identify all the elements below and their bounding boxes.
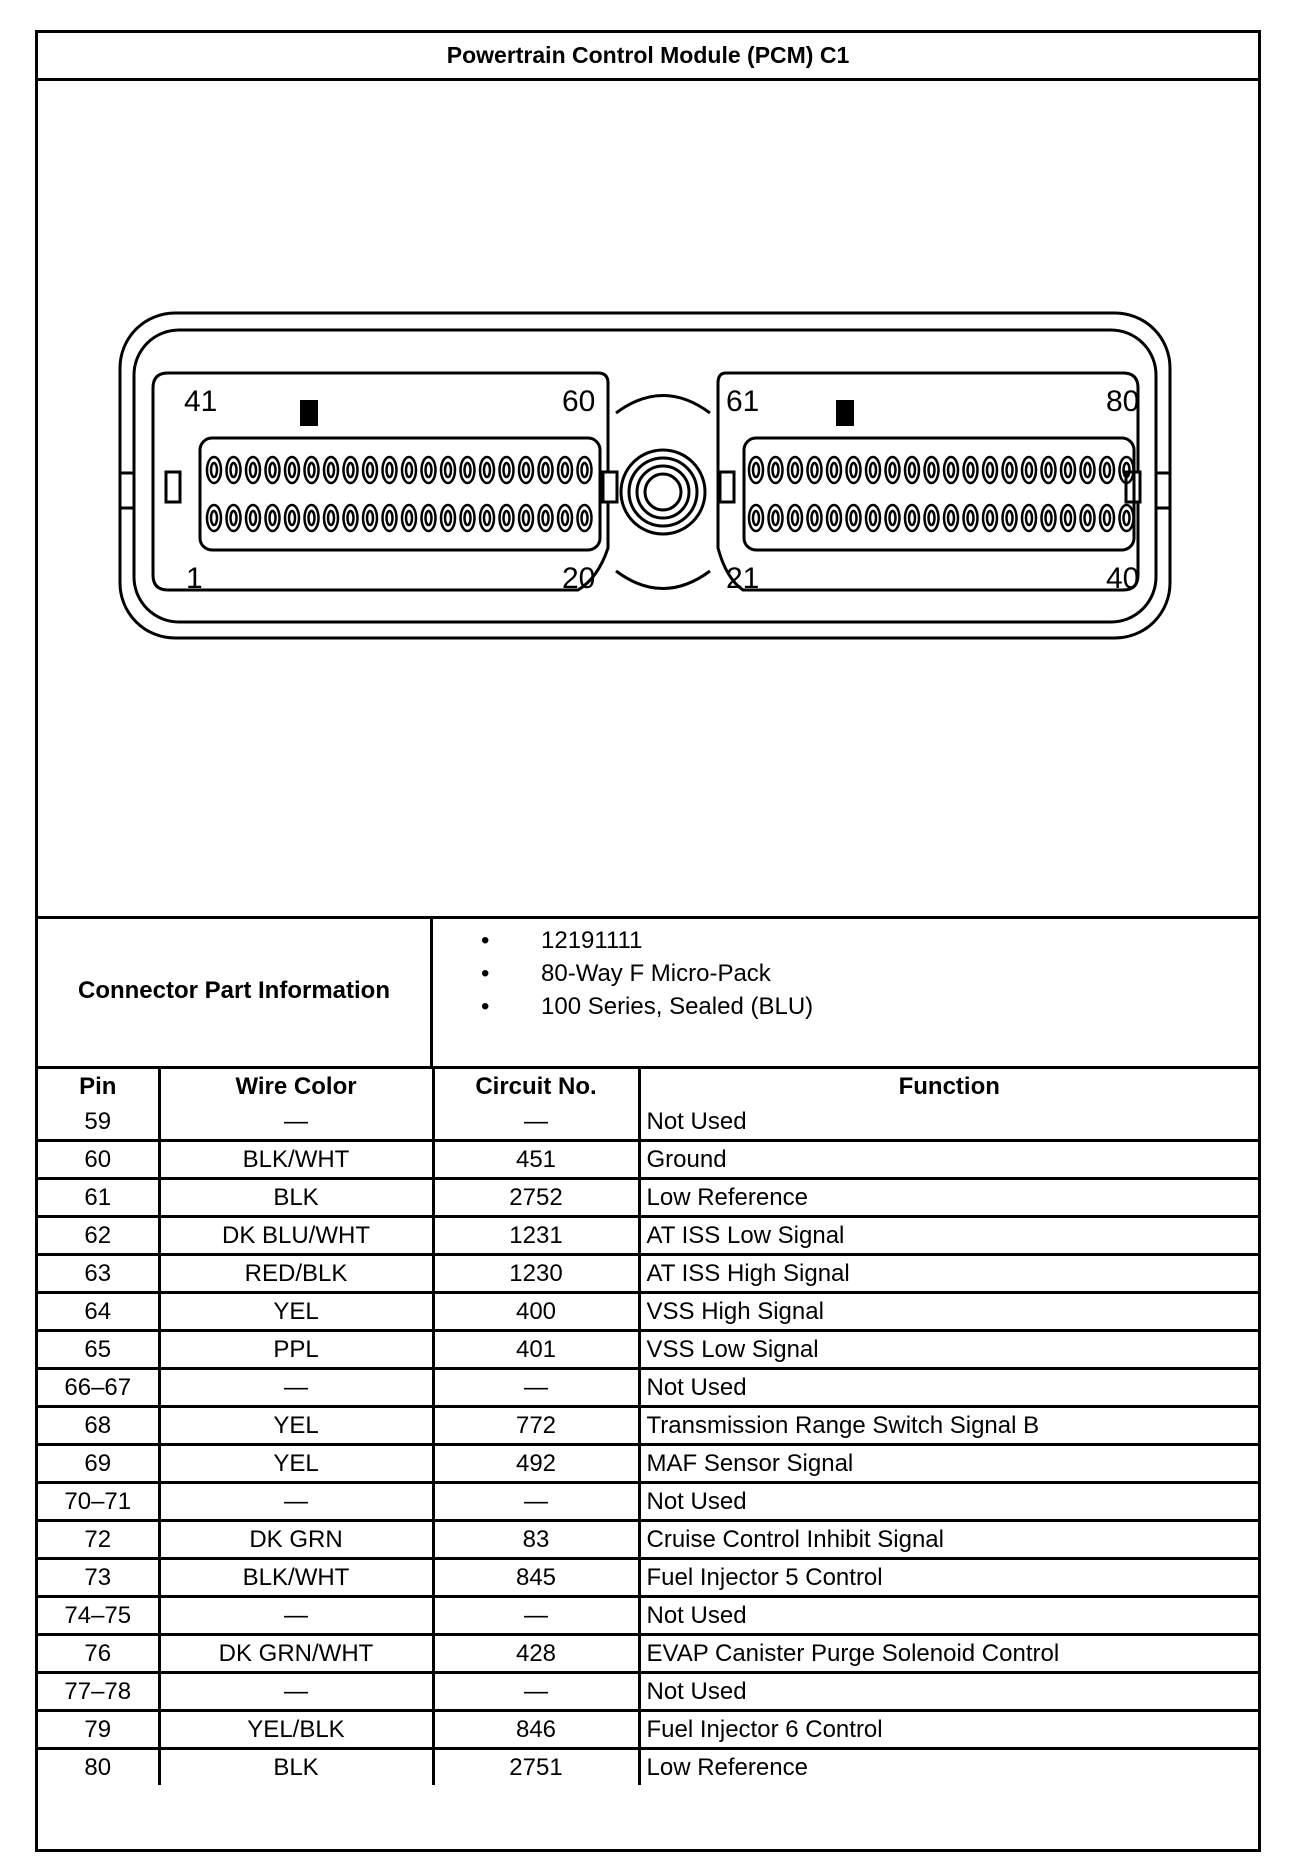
pin-contact bbox=[909, 463, 915, 477]
pin-contact bbox=[445, 463, 451, 477]
circuit-no-cell: 2751 bbox=[433, 1749, 639, 1786]
pin-cavity bbox=[1100, 505, 1114, 531]
pin-contact bbox=[1046, 511, 1052, 525]
pin-contact bbox=[562, 463, 568, 477]
pin-cavity bbox=[983, 457, 997, 483]
pin-contact bbox=[328, 511, 334, 525]
pin-contact bbox=[890, 511, 896, 525]
pin-cavity bbox=[363, 505, 377, 531]
pin-contact bbox=[773, 511, 779, 525]
circuit-no-cell: — bbox=[433, 1483, 639, 1521]
pin-contact bbox=[1085, 463, 1091, 477]
pin-cavity bbox=[808, 457, 822, 483]
pin-contact bbox=[328, 463, 334, 477]
wire-color-cell: DK GRN/WHT bbox=[159, 1635, 433, 1673]
pin-cavity bbox=[964, 457, 978, 483]
pin-cavity bbox=[1042, 457, 1056, 483]
pin-cell: 66–67 bbox=[38, 1369, 159, 1407]
function-cell: Not Used bbox=[639, 1483, 1258, 1521]
pin-contact bbox=[562, 511, 568, 525]
pin-cavity bbox=[207, 505, 221, 531]
table-row bbox=[38, 1521, 1258, 1559]
right-key bbox=[836, 400, 854, 426]
pin-cavity bbox=[363, 457, 377, 483]
wire-color-cell: — bbox=[159, 1673, 433, 1711]
pin-cavity bbox=[383, 505, 397, 531]
table-row bbox=[38, 1483, 1258, 1521]
pin-contact bbox=[812, 511, 818, 525]
connector-drawing bbox=[38, 78, 1258, 916]
pin-cavity bbox=[266, 505, 280, 531]
pin-cavity bbox=[808, 505, 822, 531]
connector-info-item: • 80-Way F Micro-Pack bbox=[433, 957, 813, 990]
table-row bbox=[38, 1141, 1258, 1179]
pin-contact bbox=[309, 511, 315, 525]
wire-color-cell: — bbox=[159, 1104, 433, 1141]
pin-contact bbox=[543, 463, 549, 477]
circuit-no-cell: 1230 bbox=[433, 1255, 639, 1293]
pin-cavity bbox=[1120, 505, 1134, 531]
connector-info-item: • 12191111 bbox=[433, 924, 813, 957]
pin-label-20: 20 bbox=[562, 562, 596, 595]
circuit-no-cell: 400 bbox=[433, 1293, 639, 1331]
pin-cavity bbox=[827, 457, 841, 483]
pin-contact bbox=[426, 511, 432, 525]
wire-color-cell: RED/BLK bbox=[159, 1255, 433, 1293]
pin-contact bbox=[484, 463, 490, 477]
pin-cavity bbox=[539, 505, 553, 531]
table-row bbox=[38, 1369, 1258, 1407]
pin-contact bbox=[406, 511, 412, 525]
pin-cavity bbox=[788, 505, 802, 531]
pin-cavity bbox=[227, 457, 241, 483]
pin-cavity bbox=[402, 457, 416, 483]
pin-cell: 72 bbox=[38, 1521, 159, 1559]
pin-cavity bbox=[578, 505, 592, 531]
pin-cell: 64 bbox=[38, 1293, 159, 1331]
pin-cavity bbox=[788, 457, 802, 483]
pin-contact bbox=[231, 463, 237, 477]
pin-contact bbox=[211, 511, 217, 525]
connector-info-label: Connector Part Information bbox=[38, 916, 433, 1066]
pin-cavity bbox=[227, 505, 241, 531]
wire-color-cell: YEL/BLK bbox=[159, 1711, 433, 1749]
left-cavity bbox=[153, 373, 608, 590]
pin-cell: 62 bbox=[38, 1217, 159, 1255]
pin-contact bbox=[582, 511, 588, 525]
circuit-no-cell: 492 bbox=[433, 1445, 639, 1483]
pin-cavity bbox=[886, 505, 900, 531]
pin-contact bbox=[465, 511, 471, 525]
connector-info-item: • 100 Series, Sealed (BLU) bbox=[433, 990, 813, 1023]
connector-info-list bbox=[433, 924, 813, 1023]
pin-cavity bbox=[285, 505, 299, 531]
right-pin-field bbox=[744, 438, 1134, 550]
pin-contact bbox=[968, 511, 974, 525]
pin-contact bbox=[948, 511, 954, 525]
function-cell: Low Reference bbox=[639, 1749, 1258, 1786]
pin-cavity bbox=[925, 505, 939, 531]
function-cell: VSS Low Signal bbox=[639, 1331, 1258, 1369]
pin-contact bbox=[1065, 463, 1071, 477]
page-title: Powertrain Control Module (PCM) C1 bbox=[38, 33, 1258, 81]
function-cell: Cruise Control Inhibit Signal bbox=[639, 1521, 1258, 1559]
pin-cavity bbox=[1061, 457, 1075, 483]
connector-sheet bbox=[35, 30, 1261, 1852]
pin-cavity bbox=[344, 505, 358, 531]
pin-contact bbox=[504, 511, 510, 525]
pin-cell: 63 bbox=[38, 1255, 159, 1293]
pin-cavity bbox=[749, 457, 763, 483]
pin-contact bbox=[387, 463, 393, 477]
wire-color-cell: DK BLU/WHT bbox=[159, 1217, 433, 1255]
pin-contact bbox=[367, 463, 373, 477]
pin-contact bbox=[1026, 511, 1032, 525]
pin-cavity bbox=[441, 457, 455, 483]
pin-contact bbox=[523, 463, 529, 477]
pin-contact bbox=[406, 463, 412, 477]
pin-contact bbox=[465, 463, 471, 477]
pin-contact bbox=[909, 511, 915, 525]
pin-cavity bbox=[344, 457, 358, 483]
left-pin-field bbox=[200, 438, 600, 550]
pin-label-60: 60 bbox=[562, 385, 596, 418]
pin-cavity bbox=[886, 457, 900, 483]
pin-contact bbox=[484, 511, 490, 525]
pin-cavity bbox=[383, 457, 397, 483]
pin-cell: 80 bbox=[38, 1749, 159, 1786]
header-wire-color: Wire Color bbox=[159, 1069, 433, 1104]
circuit-no-cell: 451 bbox=[433, 1141, 639, 1179]
pin-contact bbox=[929, 463, 935, 477]
pin-cavity bbox=[769, 505, 783, 531]
pin-contact bbox=[812, 463, 818, 477]
pin-cavity bbox=[847, 505, 861, 531]
circuit-no-cell: 2752 bbox=[433, 1179, 639, 1217]
pin-cavity bbox=[500, 457, 514, 483]
pin-contact bbox=[426, 463, 432, 477]
pin-label-1: 1 bbox=[186, 562, 203, 595]
pin-label-40: 40 bbox=[1106, 562, 1140, 595]
pin-contact bbox=[948, 463, 954, 477]
table-row bbox=[38, 1597, 1258, 1635]
pin-cell: 69 bbox=[38, 1445, 159, 1483]
table-row bbox=[38, 1331, 1258, 1369]
function-cell: AT ISS Low Signal bbox=[639, 1217, 1258, 1255]
pin-cavity bbox=[1022, 505, 1036, 531]
pin-contact bbox=[1104, 463, 1110, 477]
header-function: Function bbox=[639, 1069, 1258, 1104]
pin-contact bbox=[1046, 463, 1052, 477]
wire-color-cell: BLK bbox=[159, 1749, 433, 1786]
pin-cavity bbox=[422, 505, 436, 531]
header-pin: Pin bbox=[38, 1069, 159, 1104]
pin-cavity bbox=[461, 457, 475, 483]
pin-cavity bbox=[847, 457, 861, 483]
pin-cavity bbox=[402, 505, 416, 531]
pin-cavity bbox=[246, 505, 260, 531]
pin-cell: 73 bbox=[38, 1559, 159, 1597]
pin-cavity bbox=[1061, 505, 1075, 531]
pin-cavity bbox=[866, 457, 880, 483]
center-bolt bbox=[621, 450, 705, 534]
function-cell: Fuel Injector 6 Control bbox=[639, 1711, 1258, 1749]
pin-cavity bbox=[905, 457, 919, 483]
wire-color-cell: — bbox=[159, 1597, 433, 1635]
pin-cavity bbox=[905, 505, 919, 531]
pin-cavity bbox=[1042, 505, 1056, 531]
pin-cavity bbox=[925, 457, 939, 483]
table-row bbox=[38, 1407, 1258, 1445]
pin-cavity bbox=[519, 457, 533, 483]
table-row bbox=[38, 1445, 1258, 1483]
function-cell: Low Reference bbox=[639, 1179, 1258, 1217]
pin-contact bbox=[968, 463, 974, 477]
table-row bbox=[38, 1255, 1258, 1293]
function-cell: EVAP Canister Purge Solenoid Control bbox=[639, 1635, 1258, 1673]
wire-color-cell: BLK/WHT bbox=[159, 1141, 433, 1179]
pin-cavity bbox=[500, 505, 514, 531]
pin-contact bbox=[289, 463, 295, 477]
pin-contact bbox=[773, 463, 779, 477]
circuit-no-cell: — bbox=[433, 1369, 639, 1407]
wire-color-cell: — bbox=[159, 1369, 433, 1407]
function-cell: Not Used bbox=[639, 1597, 1258, 1635]
circuit-no-cell: 83 bbox=[433, 1521, 639, 1559]
function-cell: Not Used bbox=[639, 1369, 1258, 1407]
wire-color-cell: BLK/WHT bbox=[159, 1559, 433, 1597]
pin-cavity bbox=[461, 505, 475, 531]
header-circuit-no: Circuit No. bbox=[433, 1069, 639, 1104]
pin-contact bbox=[792, 511, 798, 525]
function-cell: Fuel Injector 5 Control bbox=[639, 1559, 1258, 1597]
pin-cavity bbox=[983, 505, 997, 531]
pin-contact bbox=[1007, 511, 1013, 525]
pin-cavity bbox=[519, 505, 533, 531]
function-cell: Transmission Range Switch Signal B bbox=[639, 1407, 1258, 1445]
pin-cavity bbox=[866, 505, 880, 531]
pin-cavity bbox=[749, 505, 763, 531]
table-row bbox=[38, 1635, 1258, 1673]
function-cell: VSS High Signal bbox=[639, 1293, 1258, 1331]
pin-cell: 65 bbox=[38, 1331, 159, 1369]
table-row bbox=[38, 1179, 1258, 1217]
pin-cavity bbox=[422, 457, 436, 483]
pin-contact bbox=[270, 463, 276, 477]
pin-contact bbox=[543, 511, 549, 525]
pin-cavity bbox=[1081, 457, 1095, 483]
pin-cavity bbox=[285, 457, 299, 483]
pin-cell: 70–71 bbox=[38, 1483, 159, 1521]
pin-cavity bbox=[480, 457, 494, 483]
pin-contact bbox=[1104, 511, 1110, 525]
pin-contact bbox=[851, 511, 857, 525]
pin-contact bbox=[831, 463, 837, 477]
circuit-no-cell: — bbox=[433, 1597, 639, 1635]
pin-contact bbox=[987, 511, 993, 525]
pin-contact bbox=[367, 511, 373, 525]
pin-cavity bbox=[266, 457, 280, 483]
wire-color-cell: YEL bbox=[159, 1407, 433, 1445]
left-key bbox=[300, 400, 318, 426]
pin-cavity bbox=[441, 505, 455, 531]
pin-cell: 59 bbox=[38, 1104, 159, 1141]
pin-cell: 61 bbox=[38, 1179, 159, 1217]
pin-cavity bbox=[558, 457, 572, 483]
circuit-no-cell: 428 bbox=[433, 1635, 639, 1673]
pin-contact bbox=[792, 463, 798, 477]
pin-contact bbox=[387, 511, 393, 525]
pin-contact bbox=[309, 463, 315, 477]
table-row bbox=[38, 1749, 1258, 1786]
wire-color-cell: DK GRN bbox=[159, 1521, 433, 1559]
pin-cavity bbox=[305, 505, 319, 531]
pin-contact bbox=[1026, 463, 1032, 477]
wire-color-cell: BLK bbox=[159, 1179, 433, 1217]
pin-cavity bbox=[1022, 457, 1036, 483]
pin-contact bbox=[1065, 511, 1071, 525]
table-row bbox=[38, 1293, 1258, 1331]
function-cell: Ground bbox=[639, 1141, 1258, 1179]
pin-contact bbox=[987, 463, 993, 477]
connector-part-information bbox=[38, 916, 1258, 1069]
pin-cavity bbox=[558, 505, 572, 531]
pin-contact bbox=[890, 463, 896, 477]
pin-contact bbox=[231, 511, 237, 525]
pin-contact bbox=[250, 511, 256, 525]
pin-cell: 68 bbox=[38, 1407, 159, 1445]
pin-contact bbox=[870, 511, 876, 525]
table-row bbox=[38, 1711, 1258, 1749]
pin-contact bbox=[870, 463, 876, 477]
wire-color-cell: PPL bbox=[159, 1331, 433, 1369]
pin-contact bbox=[753, 511, 759, 525]
pin-cavity bbox=[769, 457, 783, 483]
connector-diagram bbox=[38, 78, 1258, 919]
pin-contact bbox=[831, 511, 837, 525]
pin-cell: 76 bbox=[38, 1635, 159, 1673]
pin-cavity bbox=[964, 505, 978, 531]
pin-cavity bbox=[1100, 457, 1114, 483]
pin-label-61: 61 bbox=[726, 385, 760, 418]
function-cell: AT ISS High Signal bbox=[639, 1255, 1258, 1293]
pinout-table bbox=[38, 1069, 1258, 1785]
pin-label-80: 80 bbox=[1106, 385, 1140, 418]
circuit-no-cell: — bbox=[433, 1104, 639, 1141]
pin-cell: 77–78 bbox=[38, 1673, 159, 1711]
pin-cell: 60 bbox=[38, 1141, 159, 1179]
pin-contact bbox=[504, 463, 510, 477]
pin-cavity bbox=[944, 457, 958, 483]
pin-cavity bbox=[324, 457, 338, 483]
pin-contact bbox=[1085, 511, 1091, 525]
pin-contact bbox=[753, 463, 759, 477]
pin-contact bbox=[348, 463, 354, 477]
function-cell: Not Used bbox=[639, 1104, 1258, 1141]
pin-cavity bbox=[305, 457, 319, 483]
pin-cavity bbox=[246, 457, 260, 483]
pin-cavity bbox=[1003, 505, 1017, 531]
table-header-row bbox=[38, 1069, 1258, 1104]
table-row bbox=[38, 1559, 1258, 1597]
wire-color-cell: YEL bbox=[159, 1445, 433, 1483]
table-row bbox=[38, 1673, 1258, 1711]
pin-contact bbox=[523, 511, 529, 525]
circuit-no-cell: 772 bbox=[433, 1407, 639, 1445]
pin-cavity bbox=[207, 457, 221, 483]
pin-label-21: 21 bbox=[726, 562, 760, 595]
pin-contact bbox=[289, 511, 295, 525]
pin-cell: 79 bbox=[38, 1711, 159, 1749]
pin-cavity bbox=[1003, 457, 1017, 483]
circuit-no-cell: 1231 bbox=[433, 1217, 639, 1255]
pin-contact bbox=[348, 511, 354, 525]
pin-contact bbox=[1007, 463, 1013, 477]
table-row bbox=[38, 1104, 1258, 1141]
pin-contact bbox=[929, 511, 935, 525]
pin-contact bbox=[211, 463, 217, 477]
pin-cavity bbox=[539, 457, 553, 483]
pin-contact bbox=[250, 463, 256, 477]
pin-contact bbox=[582, 463, 588, 477]
pin-cavity bbox=[1081, 505, 1095, 531]
pin-cavity bbox=[324, 505, 338, 531]
pin-cavity bbox=[578, 457, 592, 483]
pin-label-41: 41 bbox=[184, 385, 218, 418]
pin-contact bbox=[445, 511, 451, 525]
pin-cavity bbox=[944, 505, 958, 531]
pin-cell: 74–75 bbox=[38, 1597, 159, 1635]
function-cell: MAF Sensor Signal bbox=[639, 1445, 1258, 1483]
circuit-no-cell: 401 bbox=[433, 1331, 639, 1369]
function-cell: Not Used bbox=[639, 1673, 1258, 1711]
circuit-no-cell: — bbox=[433, 1673, 639, 1711]
pin-cavity bbox=[827, 505, 841, 531]
circuit-no-cell: 846 bbox=[433, 1711, 639, 1749]
pin-contact bbox=[851, 463, 857, 477]
pin-contact bbox=[1124, 511, 1130, 525]
pin-cavity bbox=[480, 505, 494, 531]
wire-color-cell: YEL bbox=[159, 1293, 433, 1331]
pin-contact bbox=[270, 511, 276, 525]
table-row bbox=[38, 1217, 1258, 1255]
wire-color-cell: — bbox=[159, 1483, 433, 1521]
circuit-no-cell: 845 bbox=[433, 1559, 639, 1597]
